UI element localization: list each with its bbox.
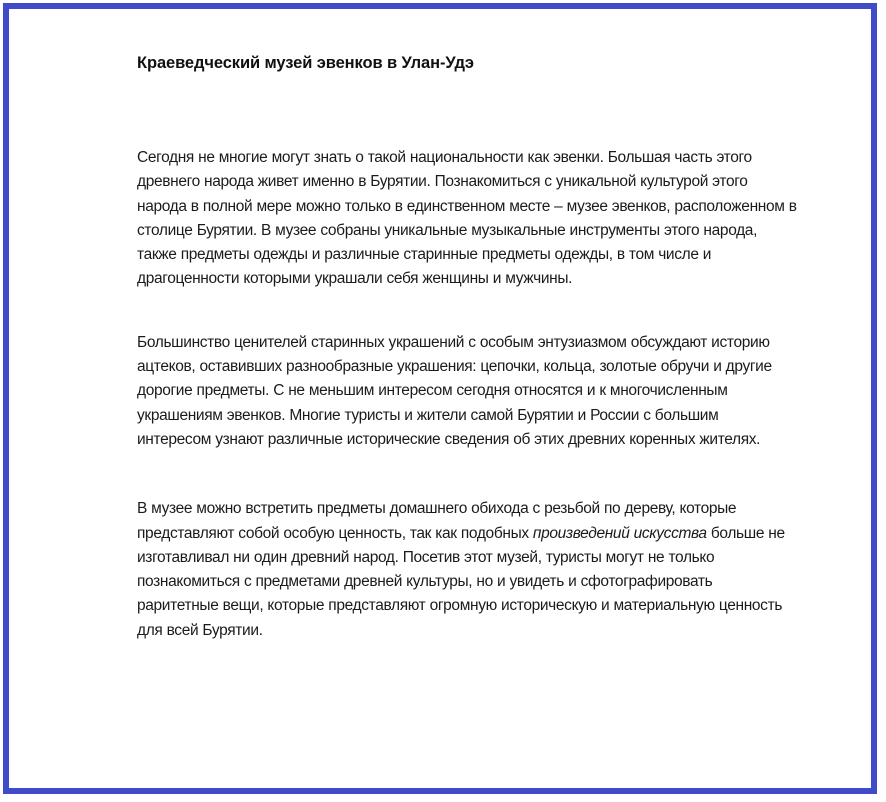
paragraph-3-italic-term: произведений искусства xyxy=(532,524,707,542)
body-paragraph-3 xyxy=(137,497,797,643)
document-content xyxy=(137,53,797,643)
paragraph-3-text-after: больше не изготавливал ни один древний народ. Посетив этот музей, туристы могут не только познакомиться с предметами древней культуры, но и увидеть и сфотографировать раритетные вещи, которые представляют огромную историческую и материальную ценность для всей Бурятии. xyxy=(137,524,785,639)
paragraph-3-text-before: В музее можно встретить предметы домашнего обихода с резьбой по дереву, которые представляют собой особую ценность, так как подобных xyxy=(137,500,737,542)
body-paragraph-2: Большинство ценителей старинных украшений с особым энтузиазмом обсуждают историю ацтеков, оставивших разнообразные украшения: цепочки, кольца, золотые обручи и другие дорогие предметы. С не меньшим интересом сегодня относятся и к многочисленным украшениям эвенков. Многие туристы и жители самой Бурятии и России с большим интересом узнают различные исторические сведения об этих древних коренных жителях. xyxy=(137,333,772,448)
body-paragraph-1: Сегодня не многие могут знать о такой национальности как эвенки. Большая часть этого древнего народа живет именно в Бурятии. Познакомиться с уникальной культурой этого народа в полной мере можно только в единственном месте – музее эвенков, расположенном в столице Бурятии. В музее собраны уникальные музыкальные инструменты этого народа, также предметы одежды и различные старинные предметы одежды, в том числе и драгоценности которыми украшали себя женщины и мужчины. xyxy=(137,149,797,288)
page-title: Краеведческий музей эвенков в Улан-Удэ xyxy=(137,54,474,72)
page-border-frame xyxy=(3,3,877,794)
